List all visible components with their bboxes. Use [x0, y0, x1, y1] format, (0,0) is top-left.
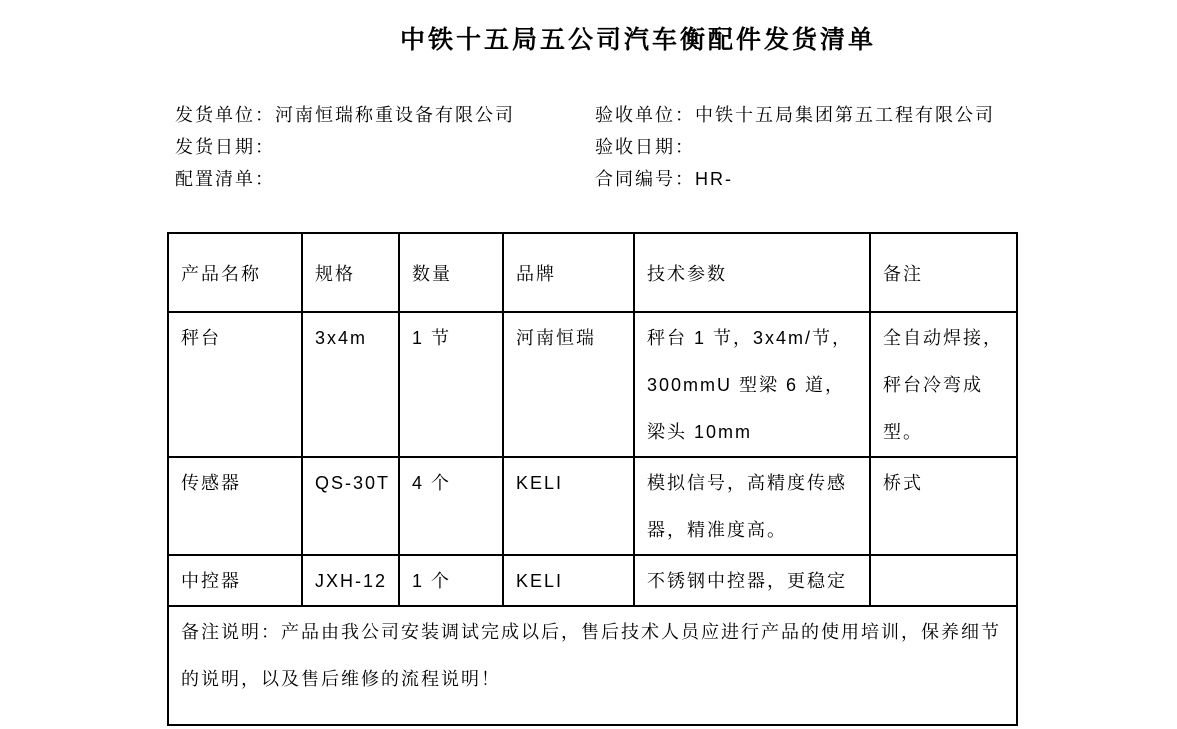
receive-date-line	[595, 131, 1020, 163]
header-qty: 数量	[399, 233, 503, 312]
receiver-value: 中铁十五局集团第五工程有限公司	[695, 105, 995, 125]
table-header-row	[168, 233, 1017, 312]
cell-params: 模拟信号，高精度传感器，精准度高。	[634, 457, 870, 555]
table-row	[168, 312, 1017, 457]
header-note: 备注	[870, 233, 1017, 312]
shipper-line	[175, 99, 595, 131]
header-params: 技术参数	[634, 233, 870, 312]
cell-qty: 1 节	[399, 312, 503, 457]
cell-note: 全自动焊接，秤台冷弯成型。	[870, 312, 1017, 457]
parts-table-container	[167, 232, 1018, 726]
cell-note: 桥式	[870, 457, 1017, 555]
cell-product: 秤台	[168, 312, 302, 457]
header-info	[175, 99, 1020, 195]
parts-table	[167, 232, 1018, 726]
cell-product: 传感器	[168, 457, 302, 555]
header-brand: 品牌	[503, 233, 634, 312]
cell-spec: 3x4m	[302, 312, 399, 457]
header-product: 产品名称	[168, 233, 302, 312]
cell-spec: QS-30T	[302, 457, 399, 555]
cell-brand: KELI	[503, 555, 634, 606]
config-list-line	[175, 163, 595, 195]
shipper-label: 发货单位：	[175, 105, 275, 125]
receive-date-label: 验收日期：	[595, 137, 695, 157]
table-row	[168, 555, 1017, 606]
contract-no-value: HR-	[695, 169, 733, 189]
config-list-label: 配置清单：	[175, 169, 275, 189]
cell-note	[870, 555, 1017, 606]
cell-qty: 1 个	[399, 555, 503, 606]
table-row	[168, 457, 1017, 555]
header-spec: 规格	[302, 233, 399, 312]
cell-spec: JXH-12	[302, 555, 399, 606]
receiver-label: 验收单位：	[595, 105, 695, 125]
cell-brand: 河南恒瑞	[503, 312, 634, 457]
contract-no-label: 合同编号：	[595, 169, 695, 189]
contract-no-line	[595, 163, 1020, 195]
page-title: 中铁十五局五公司汽车衡配件发货清单	[400, 26, 877, 54]
cell-params: 不锈钢中控器，更稳定	[634, 555, 870, 606]
cell-product: 中控器	[168, 555, 302, 606]
header-info-right	[595, 99, 1020, 195]
cell-qty: 4 个	[399, 457, 503, 555]
header-info-left	[175, 99, 595, 195]
remark-text: 备注说明：产品由我公司安装调试完成以后，售后技术人员应进行产品的使用培训，保养细节的说明，以及售后维修的流程说明！	[168, 606, 1017, 725]
ship-date-label: 发货日期：	[175, 137, 275, 157]
ship-date-line	[175, 131, 595, 163]
remark-row	[168, 606, 1017, 725]
cell-params: 秤台 1 节，3x4m/节，300mmU 型梁 6 道，梁头 10mm	[634, 312, 870, 457]
cell-brand: KELI	[503, 457, 634, 555]
receiver-line	[595, 99, 1020, 131]
shipper-value: 河南恒瑞称重设备有限公司	[275, 105, 515, 125]
